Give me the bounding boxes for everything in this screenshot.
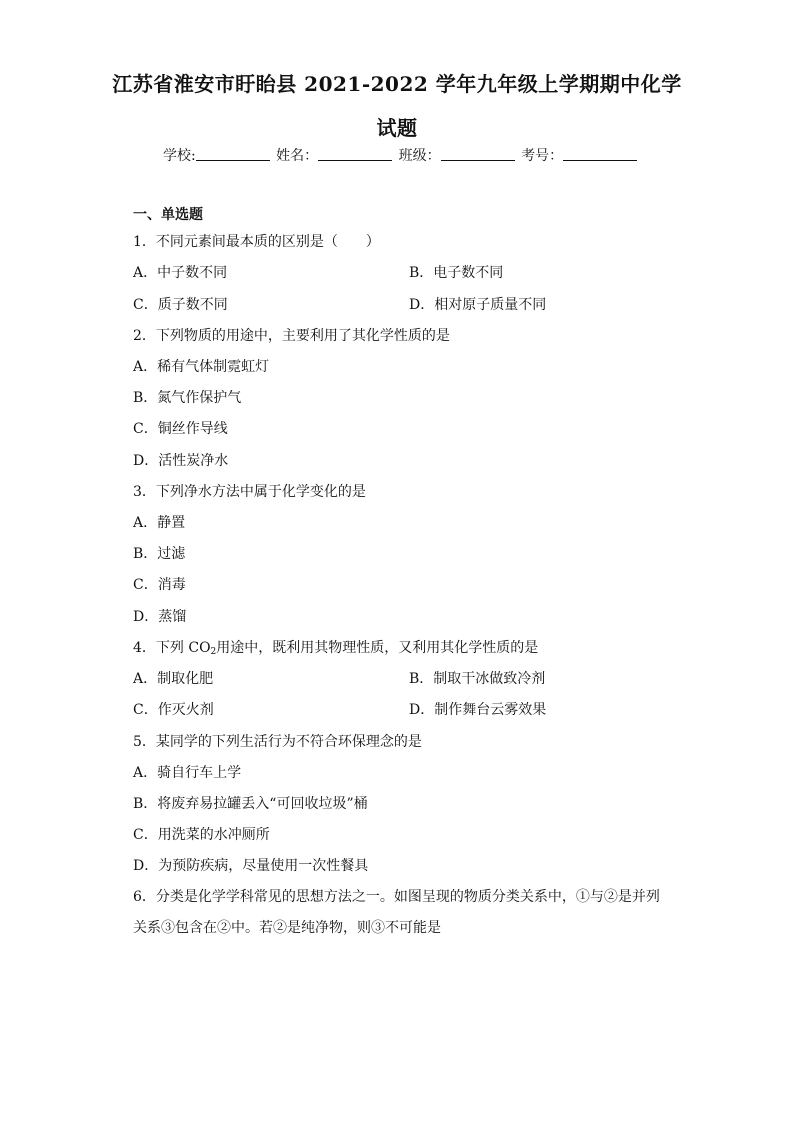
question-5-stem: 5．某同学的下列生活行为不符合环保理念的是 bbox=[133, 734, 422, 750]
class-label: 班级： bbox=[398, 148, 441, 164]
question-4-option-a: A．制取化肥 bbox=[133, 671, 214, 687]
question-4-stem-post: 用途中，既利用其物理性质，又利用其化学性质的是 bbox=[216, 640, 539, 656]
question-4-stem bbox=[133, 638, 538, 662]
student-info-line bbox=[163, 145, 639, 165]
question-5-option-a: A．骑自行车上学 bbox=[133, 765, 242, 781]
exam-title-line-1: 江苏省淮安市盱眙县 2021-2022 学年九年级上学期期中化学 bbox=[112, 72, 682, 96]
question-1-option-b: B．电子数不同 bbox=[409, 265, 504, 281]
school-blank[interactable] bbox=[196, 146, 270, 161]
question-1-option-c: C．质子数不同 bbox=[133, 297, 228, 313]
question-2-option-d: D．活性炭净水 bbox=[133, 453, 229, 469]
question-3-option-d: D．蒸馏 bbox=[133, 609, 187, 625]
question-4-option-c: C．作灭火剂 bbox=[133, 702, 214, 718]
exam-number-blank[interactable] bbox=[563, 146, 637, 161]
question-4-option-b: B．制取干冰做致冷剂 bbox=[409, 671, 546, 687]
question-6-stem-line-2: 关系③包含在②中。若②是纯净物，则③不可能是 bbox=[133, 920, 441, 936]
question-4-option-d: D．制作舞台云雾效果 bbox=[409, 702, 547, 718]
school-label: 学校: bbox=[163, 148, 196, 164]
question-3-option-c: C．消毒 bbox=[133, 577, 186, 593]
question-3-option-a: A．静置 bbox=[133, 515, 186, 531]
name-label: 姓名： bbox=[276, 148, 319, 164]
question-5-option-d: D．为预防疾病，尽量使用一次性餐具 bbox=[133, 858, 369, 874]
class-blank[interactable] bbox=[441, 146, 515, 161]
exam-number-label: 考号： bbox=[521, 148, 564, 164]
section-heading: 一、单选题 bbox=[133, 207, 203, 223]
question-3-option-b: B．过滤 bbox=[133, 546, 186, 562]
question-5-option-b: B．将废弃易拉罐丢入“可回收垃圾”桶 bbox=[133, 796, 368, 812]
exam-title-line-2: 试题 bbox=[376, 116, 418, 140]
question-6-stem-line-1: 6．分类是化学学科常见的思想方法之一。如图呈现的物质分类关系中，①与②是并列 bbox=[133, 889, 660, 905]
question-5-option-c: C．用洗菜的水冲厕所 bbox=[133, 827, 270, 843]
question-1-stem: 1．不同元素间最本质的区别是（ ） bbox=[133, 234, 380, 250]
question-2-option-a: A．稀有气体制霓虹灯 bbox=[133, 359, 270, 375]
question-4-stem-subscript: 2 bbox=[210, 647, 217, 657]
question-3-stem: 3．下列净水方法中属于化学变化的是 bbox=[133, 484, 366, 500]
question-2-stem: 2．下列物质的用途中，主要利用了其化学性质的是 bbox=[133, 328, 450, 344]
name-blank[interactable] bbox=[318, 146, 392, 161]
question-4-stem-pre: 4．下列 CO bbox=[133, 640, 211, 656]
question-2-option-b: B．氮气作保护气 bbox=[133, 390, 242, 406]
question-2-option-c: C．铜丝作导线 bbox=[133, 421, 228, 437]
question-1-option-a: A．中子数不同 bbox=[133, 265, 228, 281]
question-1-option-d: D．相对原子质量不同 bbox=[409, 297, 547, 313]
